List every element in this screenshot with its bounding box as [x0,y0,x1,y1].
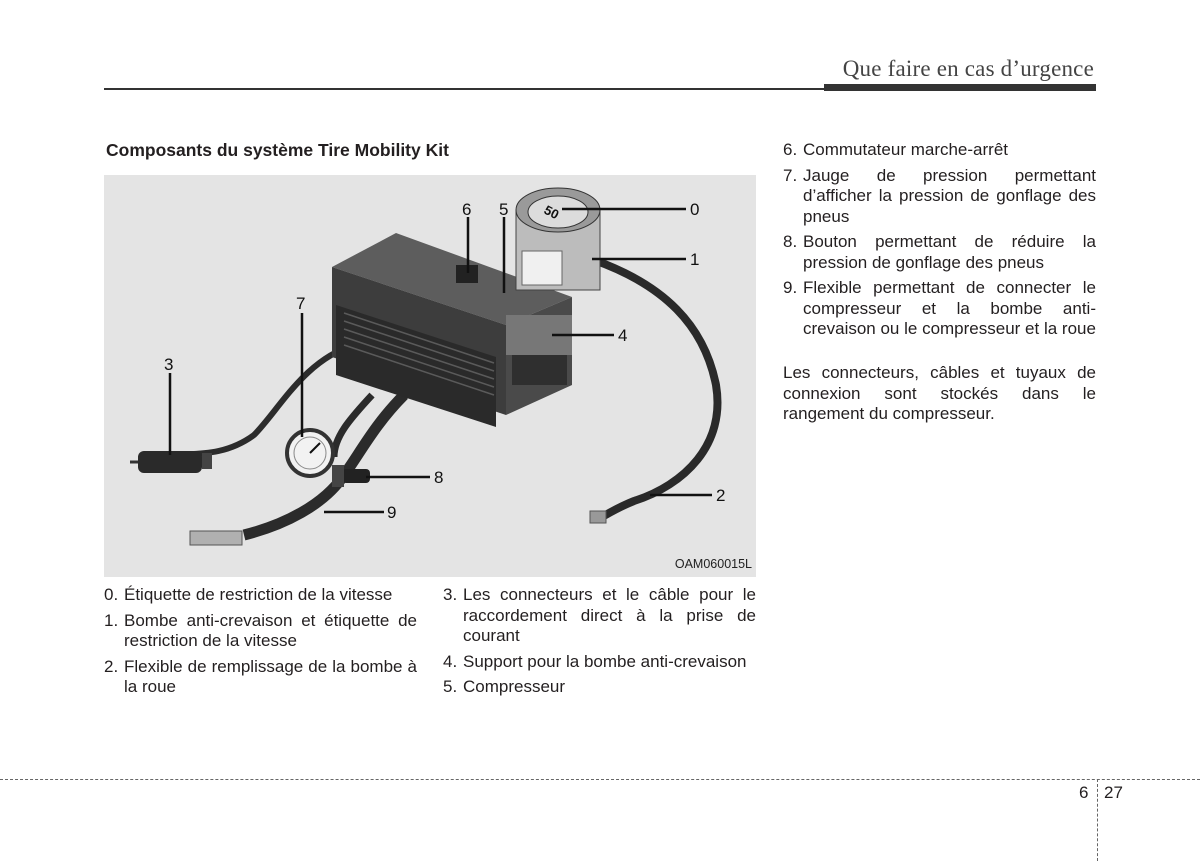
footer-divider [0,779,1200,780]
item-text: Étiquette de restriction de la vitesse [124,585,393,604]
list-item [104,611,417,652]
components-list-middle [443,585,756,703]
components-list-right [783,140,1096,345]
list-item [443,585,756,647]
list-item [783,278,1096,340]
item-text: Jauge de pression permettant d’afficher la pression de gonflage des pneus [803,165,1096,226]
chapter-number: 6 [1079,783,1089,802]
item-number: 2. [104,656,119,676]
kit-illustration [104,175,756,577]
item-text: Bouton permettant de réduire la pression de gonflage des pneus [803,232,1096,272]
item-text: Flexible de remplissage de la bombe à la roue [124,656,417,696]
item-text: Flexible permettant de connecter le compresseur et la bombe anti-crevaison ou le compresseur et la roue [803,278,1096,338]
speed-limit-label: 50 [541,202,562,223]
list-item [783,140,1096,161]
sealant-can [516,188,600,290]
list-item [443,652,756,673]
item-number: 3. [443,585,458,604]
item-number: 0. [104,585,119,604]
item-number: 6. [783,140,798,159]
callout-7: 7 [296,294,306,313]
kit-illustration-svg [104,175,756,577]
callout-1: 1 [690,250,700,269]
storage-note: Les connecteurs, câbles et tuyaux de connexion sont stockés dans le rangement du compresseur. [783,363,1096,423]
footer-vertical-divider [1097,779,1098,861]
callout-2: 2 [716,486,726,505]
item-number: 7. [783,165,798,185]
list-item [783,232,1096,273]
figure-code: OAM060015L [674,557,752,571]
item-text: Commutateur marche-arrêt [803,140,1009,159]
pressure-gauge [287,430,333,476]
header-rule-accent [824,84,1096,91]
callout-0: 0 [690,200,700,219]
components-list-left [104,585,417,703]
callout-8: 8 [434,468,444,487]
item-text: Les connecteurs et le câble pour le raccordement direct à la prise de courant [463,585,756,645]
item-text: Support pour la bombe anti-crevaison [463,651,747,671]
item-text: Compresseur [463,677,566,696]
fill-hose [594,260,717,517]
callout-4: 4 [618,326,628,345]
item-number: 9. [783,278,798,297]
item-number: 1. [104,610,119,630]
item-number: 5. [443,677,458,696]
header-title: Que faire en cas d’urgence [842,56,1094,81]
item-number: 8. [783,232,798,251]
list-item [443,677,756,698]
list-item [104,585,417,606]
item-text: Bombe anti-crevaison et étiquette de restriction de la vitesse [124,610,417,650]
page-number: 27 [1104,783,1123,802]
callout-9: 9 [387,503,397,522]
callout-6: 6 [462,200,472,219]
list-item [104,657,417,698]
callout-3: 3 [164,355,174,374]
callout-5: 5 [499,200,509,219]
item-number: 4. [443,651,458,671]
list-item [783,166,1096,228]
section-heading: Composants du système Tire Mobility Kit [106,140,449,160]
